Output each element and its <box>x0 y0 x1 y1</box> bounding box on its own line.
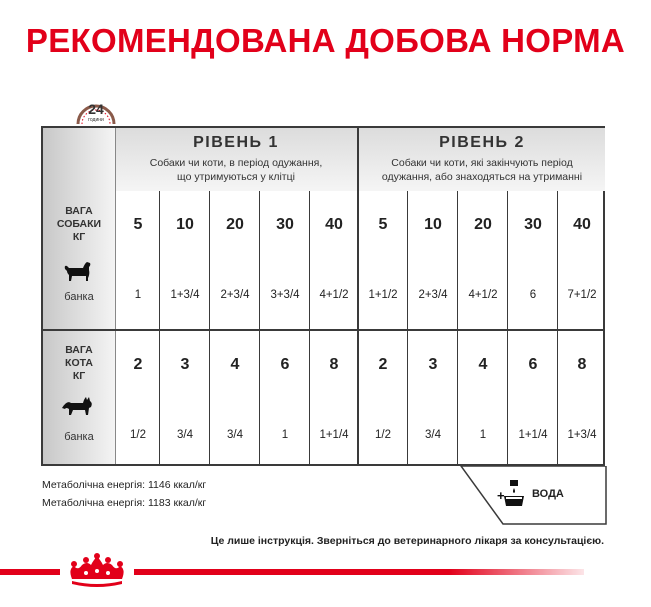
level-2-title: РІВЕНЬ 2 <box>439 134 525 151</box>
svg-text:+: + <box>497 488 505 503</box>
page-title: РЕКОМЕНДОВАНА ДОБОВА НОРМА <box>25 22 626 59</box>
dog-weight-cell: 5 <box>378 216 388 233</box>
dog-amount-cell: 3+3/4 <box>270 289 300 301</box>
energy-line-1: Метаболічна енергія: 1146 ккал/кг <box>42 479 207 491</box>
cat-weight-cell: 2 <box>378 356 388 373</box>
cat-amount-cell: 1+3/4 <box>567 429 597 441</box>
cat-weight-cell: 4 <box>230 356 240 373</box>
cat-can-label: банка <box>64 431 94 443</box>
energy-line-2: Метаболічна енергія: 1183 ккал/кг <box>42 497 207 509</box>
footer-line-right <box>134 569 584 575</box>
dog-weight-cell: 10 <box>424 216 442 233</box>
level-1-title: РІВЕНЬ 1 <box>193 134 279 151</box>
dog-weight-label: ВАГА СОБАКИ КГ <box>56 205 102 243</box>
level-2-desc: Собаки чи коти, які закінчують період одужання, або знаходяться на утриманні <box>381 157 583 183</box>
vet-note: Це лише інструкція. Зверніться до ветеринарного лікаря за консультацією. <box>210 535 604 547</box>
royal-canin-crown-logo <box>64 553 130 587</box>
dog-amount-cell: 6 <box>529 289 537 301</box>
cat-weight-cell: 3 <box>180 356 190 373</box>
cat-weight-label: ВАГА КОТА КГ <box>65 344 93 382</box>
dog-icon <box>63 260 93 282</box>
cat-amount-cell: 3/4 <box>227 429 243 441</box>
cat-amount-cell: 1+1/4 <box>319 429 349 441</box>
cat-amount-cell: 1 <box>281 429 289 441</box>
cat-weight-cell: 4 <box>478 356 488 373</box>
dog-weight-cell: 40 <box>573 216 591 233</box>
dog-amount-cell: 7+1/2 <box>567 289 597 301</box>
dog-weight-cell: 30 <box>276 216 294 233</box>
cat-weight-cell: 6 <box>280 356 290 373</box>
cat-icon <box>61 394 95 416</box>
dog-amount-cell: 1 <box>134 289 142 301</box>
cat-weight-cell: 6 <box>528 356 538 373</box>
dog-amount-cell: 1+1/2 <box>368 289 398 301</box>
dog-amount-cell: 4+1/2 <box>319 289 349 301</box>
cat-weight-cell: 3 <box>428 356 438 373</box>
level-1-desc: Собаки чи коти, в період одужання, що утримуються у клітці <box>149 157 323 183</box>
cat-amount-cell: 3/4 <box>425 429 441 441</box>
cat-amount-cell: 1/2 <box>130 429 146 441</box>
clock-sub: години <box>88 117 104 123</box>
dog-weight-cell: 30 <box>524 216 542 233</box>
dog-weight-cell: 20 <box>226 216 244 233</box>
cat-weight-cell: 2 <box>133 356 143 373</box>
clock-number: 24 <box>88 101 104 117</box>
cat-weight-cell: 8 <box>329 356 339 373</box>
water-label: ВОДА <box>532 488 564 500</box>
dog-weight-cell: 5 <box>133 216 143 233</box>
dog-weight-cell: 20 <box>474 216 492 233</box>
cat-weight-cell: 8 <box>577 356 587 373</box>
footer-line-left <box>0 569 60 575</box>
cat-amount-cell: 3/4 <box>177 429 193 441</box>
feeding-table <box>41 126 605 466</box>
cat-amount-cell: 1+1/4 <box>518 429 548 441</box>
dog-amount-cell: 2+3/4 <box>220 289 250 301</box>
dog-weight-cell: 10 <box>176 216 194 233</box>
cat-amount-cell: 1/2 <box>375 429 391 441</box>
dog-weight-cell: 40 <box>325 216 343 233</box>
clock-24-icon <box>73 90 119 126</box>
cat-amount-cell: 1 <box>479 429 487 441</box>
dog-amount-cell: 1+3/4 <box>170 289 200 301</box>
dog-amount-cell: 4+1/2 <box>468 289 498 301</box>
dog-can-label: банка <box>64 291 94 303</box>
dog-amount-cell: 2+3/4 <box>418 289 448 301</box>
